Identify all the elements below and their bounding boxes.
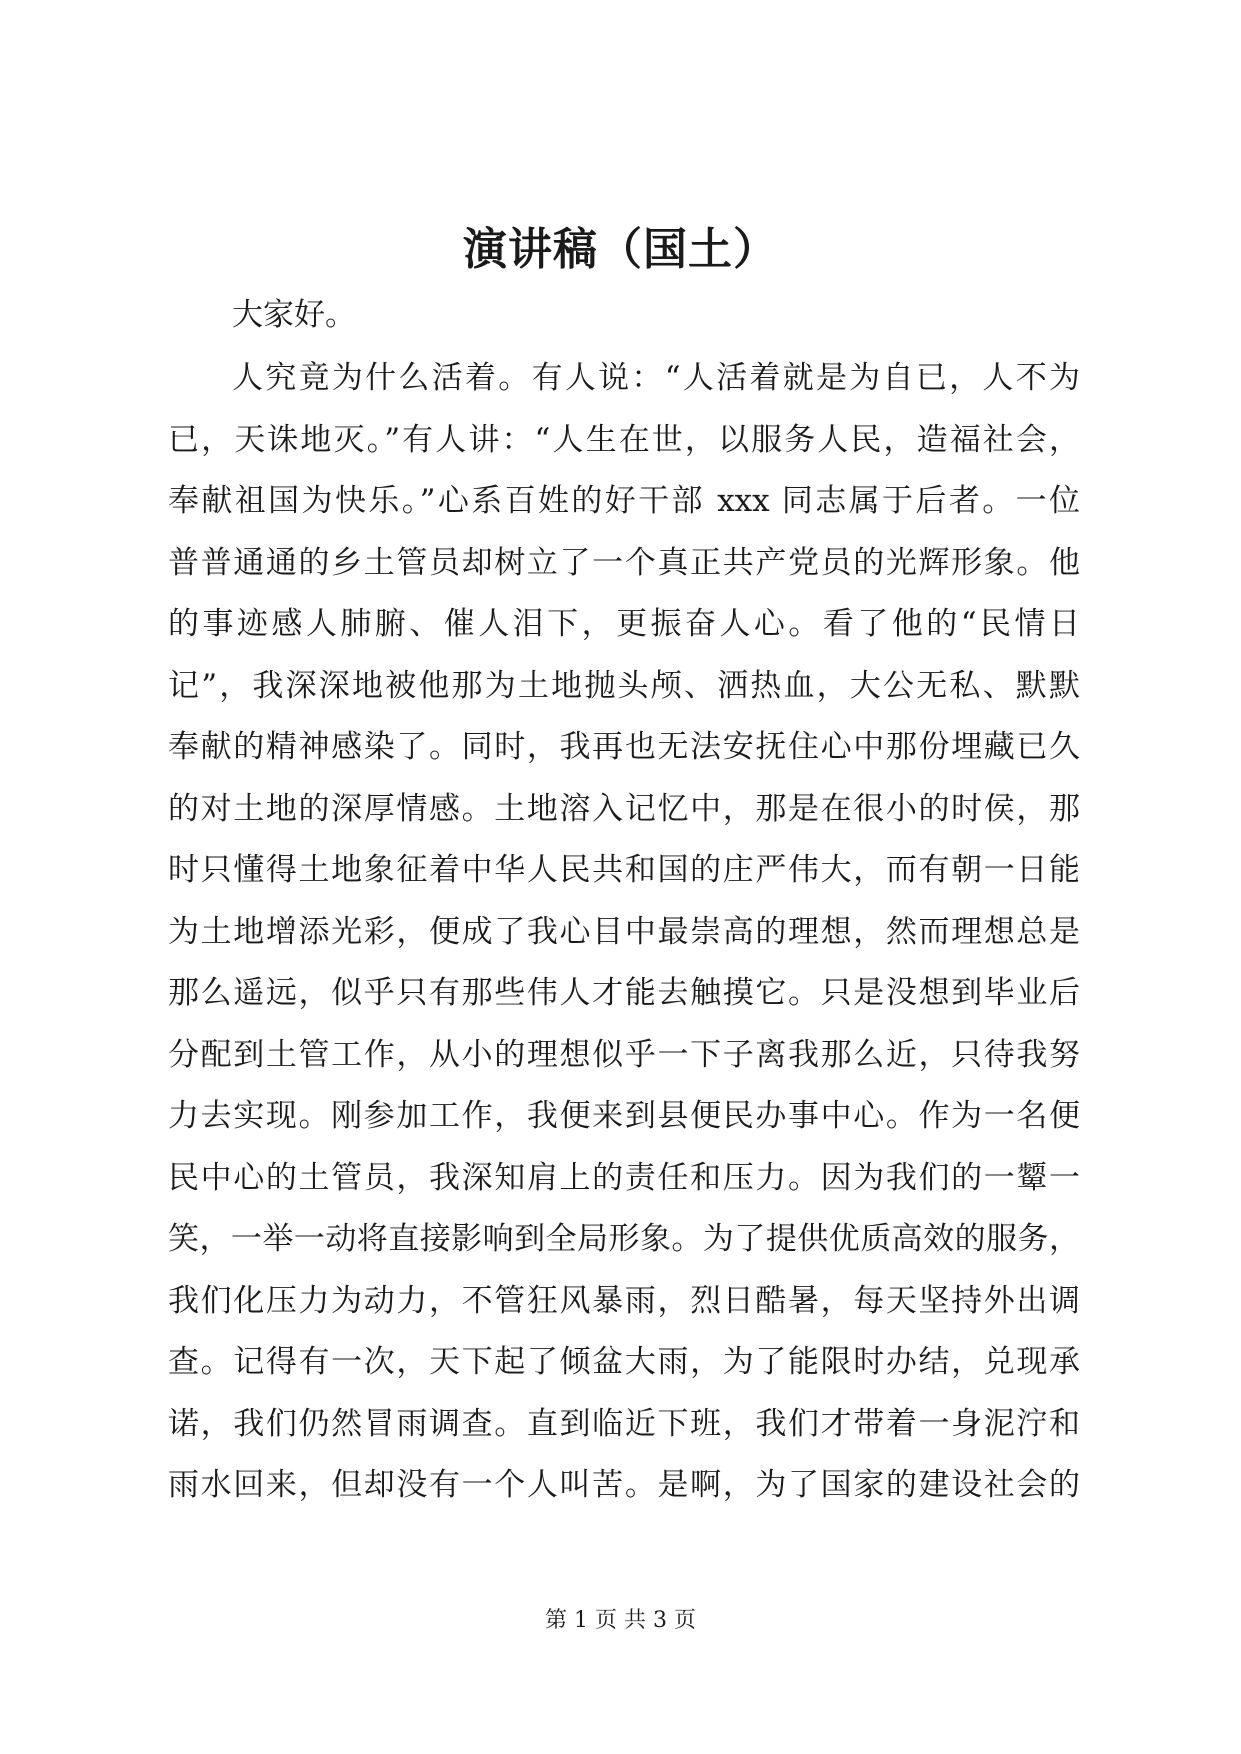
body-line: 奉献祖国为快乐。”心系百姓的好干部 xxx 同志属于后者。一位 [168,483,1080,519]
document-title: 演讲稿（国土） [463,224,778,275]
body-line: 为土地增添光彩，便成了我心目中最崇高的理想，然而理想总是 [168,913,1080,950]
body-line: 那么遥远，似乎只有那些伟人才能去触摸它。只是没想到毕业后 [168,975,1080,1011]
greeting-line: 大家好。 [232,297,356,333]
body-line: 人究竟为什么活着。有人说：“人活着就是为自已，人不为 [232,360,1080,396]
body-line: 我们化压力为动力，不管狂风暴雨，烈日酷暑，每天坚持外出调 [168,1282,1080,1319]
body-line: 分配到土管工作，从小的理想似乎一下子离我那么近，只待我努 [168,1036,1080,1073]
body-line: 已，天诛地灭。”有人讲：“人生在世，以服务人民，造福社会， [168,421,1080,458]
body-line: 记”，我深深地被他那为土地抛头颅、洒热血，大公无私、默默 [168,667,1080,704]
body-line: 的对土地的深厚情感。土地溶入记忆中，那是在很小的时侯，那 [168,790,1080,827]
body-line: 奉献的精神感染了。同时，我再也无法安抚住心中那份埋藏已久 [168,729,1080,765]
body-line: 普普通通的乡土管员却树立了一个真正共产党员的光辉形象。他 [168,544,1080,581]
body-line: 的事迹感人肺腑、催人泪下，更振奋人心。看了他的“民情日 [168,606,1080,642]
body-line: 笑，一举一动将直接影响到全局形象。为了提供优质高效的服务， [168,1221,1080,1257]
body-line: 时只懂得土地象征着中华人民共和国的庄严伟大，而有朝一日能 [168,852,1080,888]
body-line: 查。记得有一次，天下起了倾盆大雨，为了能限时办结，兑现承 [168,1344,1080,1380]
body-line: 雨水回来，但却没有一个人叫苦。是啊，为了国家的建设社会的 [168,1467,1080,1503]
body-text [168,356,1080,1525]
body-line: 民中心的土管员，我深知肩上的责任和压力。因为我们的一颦一 [168,1159,1080,1196]
page-footer: 第 1 页 共 3 页 [545,1608,696,1633]
body-line: 力去实现。刚参加工作，我便来到县便民办事中心。作为一名便 [168,1098,1080,1134]
body-line: 诺，我们仍然冒雨调查。直到临近下班，我们才带着一身泥泞和 [168,1405,1080,1442]
